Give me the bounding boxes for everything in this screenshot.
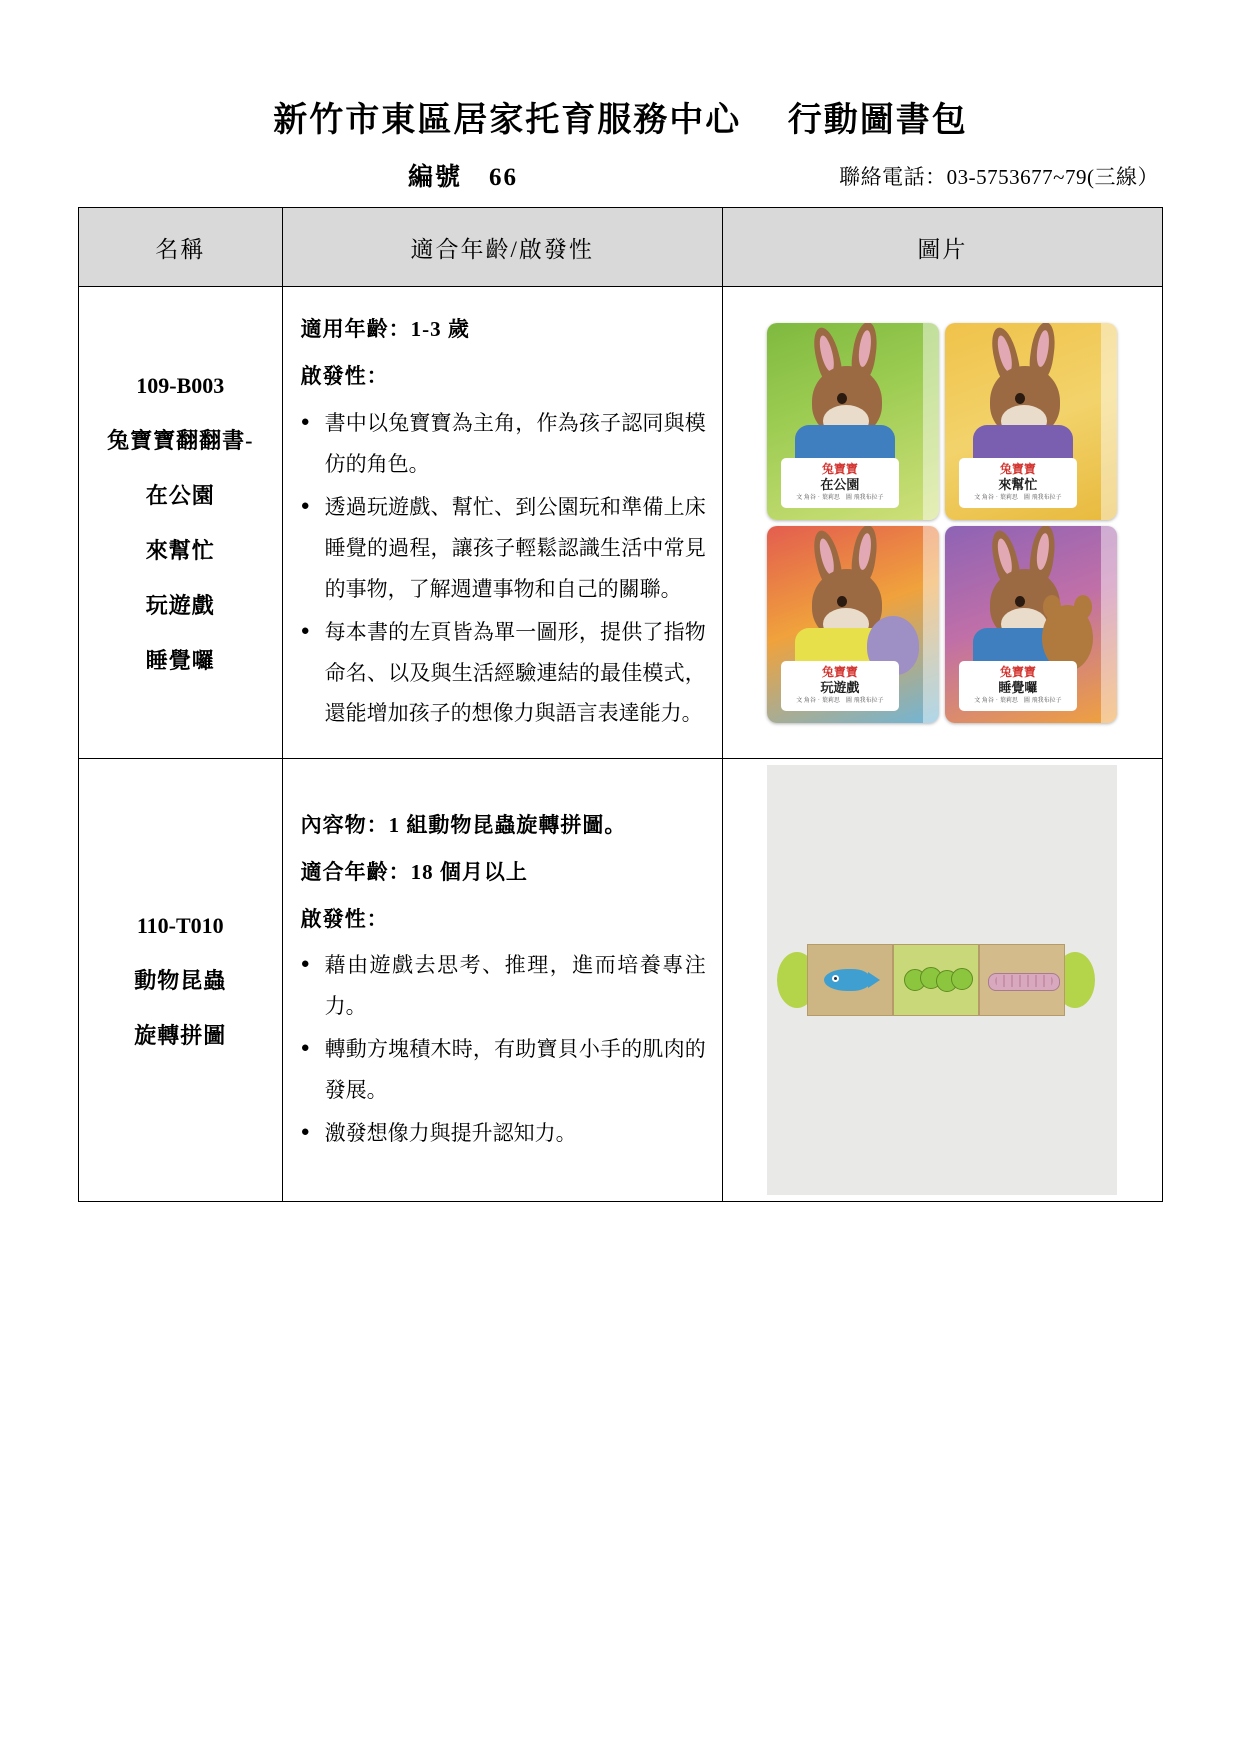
book-credits: 文 角谷‧葉莉思 圖 飛我布拉子 — [796, 495, 884, 502]
book-title-line2: 來幫忙 — [998, 477, 1038, 493]
item-inspire-label: 啟發性： — [300, 906, 389, 931]
item-image-cell — [722, 287, 1162, 759]
list-item: ● 透過玩遊戲、幫忙、到公園玩和準備上床睡覺的過程，讓孩子輕鬆認識生活中常見的事物，了解週遭事物和自己的關聯。 — [301, 487, 706, 610]
table-row — [79, 759, 1163, 1202]
item-image-cell — [722, 759, 1162, 1202]
item-name-line: 睡覺囉 — [145, 647, 215, 673]
list-item: ● 書中以兔寶寶為主角，作為孩子認同與模仿的角色。 — [301, 403, 706, 485]
list-item: ● 轉動方塊積木時，有助寶貝小手的肌肉的發展。 — [301, 1029, 706, 1111]
book-title-label — [781, 458, 899, 508]
book-title-line2: 在公園 — [820, 477, 860, 493]
item-age-line: 適合年齡：18 個月以上 — [300, 859, 528, 884]
column-header-image: 圖片 — [722, 208, 1162, 287]
list-item: ● 藉由遊戲去思考、推理，進而培養專注力。 — [301, 945, 706, 1027]
puzzle-block-2 — [893, 944, 979, 1016]
item-name-line: 來幫忙 — [145, 537, 215, 563]
book-title-line1: 兔寶寶 — [999, 665, 1036, 680]
bag-number: 編號 66 — [408, 164, 519, 191]
table-row — [79, 287, 1163, 759]
book-spine — [1101, 526, 1117, 723]
book-title-line2: 玩遊戲 — [820, 680, 860, 696]
item-bullet-list — [301, 945, 706, 1154]
book-title-line1: 兔寶寶 — [821, 665, 858, 680]
column-header-name: 名稱 — [79, 208, 283, 287]
item-name-line: 旋轉拼圖 — [134, 1022, 227, 1048]
board-book-2 — [945, 323, 1117, 520]
board-book-1 — [767, 323, 939, 520]
item-code: 110-T010 — [136, 912, 224, 938]
item-name-line: 兔寶寶翻翻書- — [107, 427, 254, 453]
list-item: ● 每本書的左頁皆為單一圖形，提供了指物命名、以及與生活經驗連結的最佳模式，還能增加孩子的想像力與語言表達能力。 — [301, 612, 706, 735]
book-credits: 文 角谷‧葉莉思 圖 飛我布拉子 — [974, 698, 1062, 705]
item-name-cell — [79, 287, 283, 759]
item-name-line: 在公園 — [145, 482, 215, 508]
item-name-cell — [79, 759, 283, 1202]
item-description-cell — [282, 759, 722, 1202]
list-item: ● 激發想像力與提升認知力。 — [301, 1113, 706, 1154]
column-header-age: 適合年齡/啟發性 — [282, 208, 722, 287]
item-name-line: 玩遊戲 — [145, 592, 215, 618]
book-title-label — [959, 661, 1077, 711]
item-inspire-label: 啟發性： — [300, 363, 389, 388]
contact-phone: 聯絡電話：03-5753677~79(三線） — [839, 165, 1159, 189]
fish-illustration — [824, 969, 870, 991]
wooden-puzzle-photo — [767, 765, 1117, 1195]
item-description-cell — [282, 287, 722, 759]
book-title-line1: 兔寶寶 — [999, 462, 1036, 477]
header-subline — [78, 157, 1163, 203]
book-title-label — [959, 458, 1077, 508]
item-bullet-list — [301, 403, 706, 735]
puzzle-block-3 — [979, 944, 1065, 1016]
item-age-line: 適用年齡：1-3 歲 — [300, 317, 470, 341]
book-spine — [1101, 323, 1117, 520]
item-name-line: 動物昆蟲 — [134, 967, 227, 993]
book-title-line1: 兔寶寶 — [821, 462, 858, 477]
puzzle-block-1 — [807, 944, 893, 1016]
board-book-3 — [767, 526, 939, 723]
book-credits: 文 角谷‧葉莉思 圖 飛我布拉子 — [796, 698, 884, 705]
book-title-line2: 睡覺囉 — [998, 680, 1038, 696]
table-header-row — [79, 208, 1163, 287]
book-credits: 文 角谷‧葉莉思 圖 飛我布拉子 — [974, 495, 1062, 502]
board-book-4 — [945, 526, 1117, 723]
book-spine — [923, 526, 939, 723]
item-code: 109-B003 — [136, 372, 225, 398]
twist-puzzle-toy — [777, 943, 1107, 1017]
book-title-label — [781, 661, 899, 711]
item-contents-line: 內容物：1 組動物昆蟲旋轉拼圖。 — [300, 812, 627, 837]
caterpillar-illustration — [904, 967, 970, 991]
board-books-photo — [767, 323, 1117, 723]
items-table — [78, 207, 1163, 1202]
book-spine — [923, 323, 939, 520]
worm-illustration — [988, 973, 1060, 991]
page-title: 新竹市東區居家托育服務中心 行動圖書包 — [273, 102, 968, 139]
